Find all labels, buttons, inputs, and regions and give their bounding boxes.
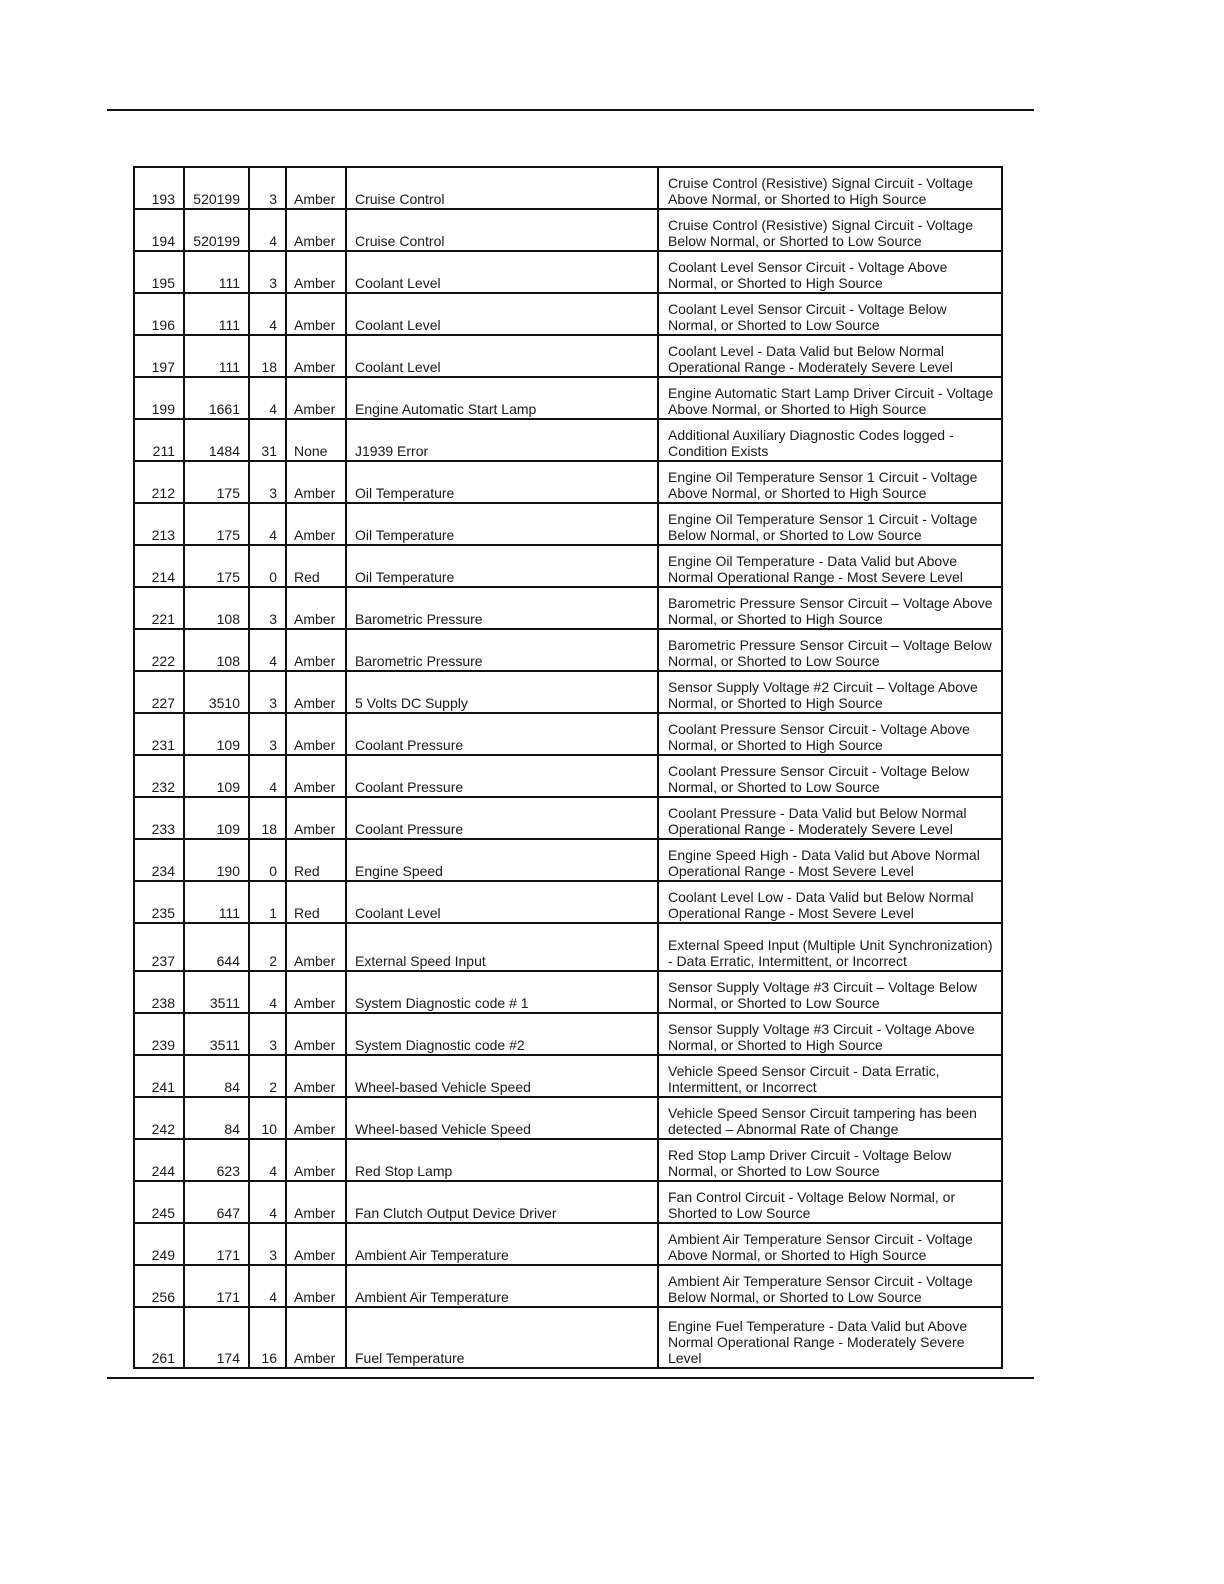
fmi-cell: 3 — [249, 713, 286, 755]
description-cell: Barometric Pressure Sensor Circuit – Voltage Above Normal, or Shorted to High Source — [658, 587, 1002, 629]
description-cell: Coolant Pressure Sensor Circuit - Voltage Above Normal, or Shorted to High Source — [658, 713, 1002, 755]
description-cell: Coolant Pressure Sensor Circuit - Voltage Below Normal, or Shorted to Low Source — [658, 755, 1002, 797]
fault-code-cell: 213 — [134, 503, 184, 545]
description-cell: Coolant Level Sensor Circuit - Voltage Above Normal, or Shorted to High Source — [658, 251, 1002, 293]
spn-cell: 1484 — [184, 419, 249, 461]
lamp-cell: Amber — [286, 1181, 346, 1223]
fmi-cell: 0 — [249, 839, 286, 881]
fmi-cell: 4 — [249, 1181, 286, 1223]
lamp-cell: Amber — [286, 503, 346, 545]
component-cell: System Diagnostic code #2 — [346, 1013, 658, 1055]
table-row — [134, 1097, 1002, 1139]
lamp-cell: Amber — [286, 461, 346, 503]
lamp-cell: Amber — [286, 1055, 346, 1097]
description-cell: Engine Oil Temperature Sensor 1 Circuit - Voltage Above Normal, or Shorted to High Source — [658, 461, 1002, 503]
fault-code-cell: 222 — [134, 629, 184, 671]
fmi-cell: 4 — [249, 503, 286, 545]
fmi-cell: 18 — [249, 335, 286, 377]
fault-code-cell: 193 — [134, 167, 184, 209]
description-cell: Sensor Supply Voltage #2 Circuit – Voltage Above Normal, or Shorted to High Source — [658, 671, 1002, 713]
fmi-cell: 18 — [249, 797, 286, 839]
fault-code-cell: 242 — [134, 1097, 184, 1139]
table-row — [134, 1139, 1002, 1181]
fmi-cell: 0 — [249, 545, 286, 587]
fmi-cell: 10 — [249, 1097, 286, 1139]
table-row — [134, 971, 1002, 1013]
lamp-cell: Amber — [286, 587, 346, 629]
description-cell: Engine Fuel Temperature - Data Valid but Above Normal Operational Range - Moderately Severe Level — [658, 1307, 1002, 1368]
fmi-cell: 3 — [249, 167, 286, 209]
fmi-cell: 1 — [249, 881, 286, 923]
spn-cell: 644 — [184, 923, 249, 971]
component-cell: Coolant Pressure — [346, 713, 658, 755]
table-row — [134, 1055, 1002, 1097]
fault-code-cell: 241 — [134, 1055, 184, 1097]
component-cell: 5 Volts DC Supply — [346, 671, 658, 713]
lamp-cell: Amber — [286, 335, 346, 377]
component-cell: Coolant Level — [346, 335, 658, 377]
component-cell: Coolant Level — [346, 293, 658, 335]
table-row — [134, 293, 1002, 335]
fmi-cell: 3 — [249, 587, 286, 629]
component-cell: Fuel Temperature — [346, 1307, 658, 1368]
fmi-cell: 16 — [249, 1307, 286, 1368]
description-cell: External Speed Input (Multiple Unit Synchronization) - Data Erratic, Intermittent, or Incorrect — [658, 923, 1002, 971]
description-cell: Engine Automatic Start Lamp Driver Circuit - Voltage Above Normal, or Shorted to High Source — [658, 377, 1002, 419]
fault-code-cell: 256 — [134, 1265, 184, 1307]
table-row — [134, 545, 1002, 587]
fault-code-cell: 238 — [134, 971, 184, 1013]
description-cell: Engine Oil Temperature - Data Valid but Above Normal Operational Range - Most Severe Level — [658, 545, 1002, 587]
fault-code-table — [133, 166, 1003, 1369]
component-cell: Wheel-based Vehicle Speed — [346, 1097, 658, 1139]
spn-cell: 111 — [184, 335, 249, 377]
spn-cell: 175 — [184, 461, 249, 503]
lamp-cell: Red — [286, 881, 346, 923]
table-row — [134, 335, 1002, 377]
lamp-cell: Amber — [286, 755, 346, 797]
component-cell: Ambient Air Temperature — [346, 1223, 658, 1265]
table-row — [134, 419, 1002, 461]
spn-cell: 3511 — [184, 1013, 249, 1055]
fmi-cell: 4 — [249, 971, 286, 1013]
spn-cell: 109 — [184, 755, 249, 797]
table-row — [134, 1013, 1002, 1055]
table-row — [134, 377, 1002, 419]
component-cell: Coolant Pressure — [346, 797, 658, 839]
table-row — [134, 923, 1002, 971]
fault-code-cell: 261 — [134, 1307, 184, 1368]
spn-cell: 111 — [184, 293, 249, 335]
description-cell: Fan Control Circuit - Voltage Below Normal, or Shorted to Low Source — [658, 1181, 1002, 1223]
lamp-cell: Amber — [286, 971, 346, 1013]
table-row — [134, 755, 1002, 797]
fault-code-cell: 214 — [134, 545, 184, 587]
component-cell: J1939 Error — [346, 419, 658, 461]
fault-code-cell: 196 — [134, 293, 184, 335]
fmi-cell: 4 — [249, 377, 286, 419]
lamp-cell: Amber — [286, 1139, 346, 1181]
component-cell: Fan Clutch Output Device Driver — [346, 1181, 658, 1223]
description-cell: Engine Oil Temperature Sensor 1 Circuit - Voltage Below Normal, or Shorted to Low Source — [658, 503, 1002, 545]
description-cell: Engine Speed High - Data Valid but Above Normal Operational Range - Most Severe Level — [658, 839, 1002, 881]
component-cell: External Speed Input — [346, 923, 658, 971]
lamp-cell: Amber — [286, 167, 346, 209]
fault-code-cell: 212 — [134, 461, 184, 503]
fault-code-cell: 197 — [134, 335, 184, 377]
description-cell: Additional Auxiliary Diagnostic Codes logged - Condition Exists — [658, 419, 1002, 461]
fmi-cell: 2 — [249, 1055, 286, 1097]
spn-cell: 623 — [184, 1139, 249, 1181]
component-cell: Cruise Control — [346, 209, 658, 251]
description-cell: Vehicle Speed Sensor Circuit tampering has been detected – Abnormal Rate of Change — [658, 1097, 1002, 1139]
spn-cell: 175 — [184, 545, 249, 587]
component-cell: System Diagnostic code # 1 — [346, 971, 658, 1013]
spn-cell: 647 — [184, 1181, 249, 1223]
lamp-cell: Amber — [286, 1307, 346, 1368]
lamp-cell: Amber — [286, 251, 346, 293]
spn-cell: 111 — [184, 251, 249, 293]
lamp-cell: Amber — [286, 713, 346, 755]
fmi-cell: 4 — [249, 209, 286, 251]
table-row — [134, 797, 1002, 839]
fault-code-cell: 221 — [134, 587, 184, 629]
table-row — [134, 1181, 1002, 1223]
fault-code-cell: 234 — [134, 839, 184, 881]
spn-cell: 3510 — [184, 671, 249, 713]
lamp-cell: Red — [286, 839, 346, 881]
description-cell: Sensor Supply Voltage #3 Circuit – Voltage Below Normal, or Shorted to Low Source — [658, 971, 1002, 1013]
spn-cell: 171 — [184, 1223, 249, 1265]
spn-cell: 109 — [184, 713, 249, 755]
fmi-cell: 4 — [249, 1139, 286, 1181]
fmi-cell: 4 — [249, 293, 286, 335]
lamp-cell: Amber — [286, 1097, 346, 1139]
spn-cell: 171 — [184, 1265, 249, 1307]
table-row — [134, 1223, 1002, 1265]
spn-cell: 3511 — [184, 971, 249, 1013]
description-cell: Red Stop Lamp Driver Circuit - Voltage Below Normal, or Shorted to Low Source — [658, 1139, 1002, 1181]
fmi-cell: 3 — [249, 1013, 286, 1055]
spn-cell: 109 — [184, 797, 249, 839]
table-row — [134, 671, 1002, 713]
component-cell: Wheel-based Vehicle Speed — [346, 1055, 658, 1097]
lamp-cell: Amber — [286, 923, 346, 971]
footer-rule — [107, 1377, 1034, 1379]
fault-code-cell: 195 — [134, 251, 184, 293]
fault-code-cell: 235 — [134, 881, 184, 923]
fmi-cell: 31 — [249, 419, 286, 461]
fmi-cell: 2 — [249, 923, 286, 971]
fmi-cell: 3 — [249, 671, 286, 713]
description-cell: Coolant Level - Data Valid but Below Normal Operational Range - Moderately Severe Level — [658, 335, 1002, 377]
component-cell: Barometric Pressure — [346, 587, 658, 629]
fmi-cell: 3 — [249, 251, 286, 293]
header-rule — [107, 109, 1034, 111]
description-cell: Barometric Pressure Sensor Circuit – Voltage Below Normal, or Shorted to Low Source — [658, 629, 1002, 671]
fault-code-cell: 249 — [134, 1223, 184, 1265]
fault-code-cell: 233 — [134, 797, 184, 839]
lamp-cell: Amber — [286, 671, 346, 713]
fault-code-cell: 237 — [134, 923, 184, 971]
component-cell: Ambient Air Temperature — [346, 1265, 658, 1307]
description-cell: Coolant Pressure - Data Valid but Below Normal Operational Range - Moderately Severe Level — [658, 797, 1002, 839]
component-cell: Barometric Pressure — [346, 629, 658, 671]
table-row — [134, 251, 1002, 293]
spn-cell: 190 — [184, 839, 249, 881]
table-row — [134, 1307, 1002, 1368]
description-cell: Cruise Control (Resistive) Signal Circuit - Voltage Below Normal, or Shorted to Low Source — [658, 209, 1002, 251]
lamp-cell: Amber — [286, 293, 346, 335]
lamp-cell: Amber — [286, 209, 346, 251]
description-cell: Ambient Air Temperature Sensor Circuit - Voltage Below Normal, or Shorted to Low Source — [658, 1265, 1002, 1307]
table-row — [134, 167, 1002, 209]
spn-cell: 108 — [184, 629, 249, 671]
fault-code-cell: 239 — [134, 1013, 184, 1055]
table-row — [134, 839, 1002, 881]
table-row — [134, 503, 1002, 545]
spn-cell: 84 — [184, 1097, 249, 1139]
spn-cell: 520199 — [184, 167, 249, 209]
spn-cell: 108 — [184, 587, 249, 629]
lamp-cell: Amber — [286, 629, 346, 671]
spn-cell: 520199 — [184, 209, 249, 251]
spn-cell: 174 — [184, 1307, 249, 1368]
lamp-cell: Red — [286, 545, 346, 587]
component-cell: Coolant Level — [346, 251, 658, 293]
fault-code-cell: 194 — [134, 209, 184, 251]
lamp-cell: Amber — [286, 1013, 346, 1055]
component-cell: Oil Temperature — [346, 461, 658, 503]
fault-code-cell: 244 — [134, 1139, 184, 1181]
fault-code-cell: 232 — [134, 755, 184, 797]
spn-cell: 111 — [184, 881, 249, 923]
spn-cell: 1661 — [184, 377, 249, 419]
lamp-cell: Amber — [286, 797, 346, 839]
component-cell: Coolant Pressure — [346, 755, 658, 797]
description-cell: Coolant Level Low - Data Valid but Below Normal Operational Range - Most Severe Level — [658, 881, 1002, 923]
component-cell: Oil Temperature — [346, 545, 658, 587]
table-row — [134, 629, 1002, 671]
component-cell: Engine Speed — [346, 839, 658, 881]
table-row — [134, 209, 1002, 251]
table-row — [134, 1265, 1002, 1307]
fault-code-cell: 231 — [134, 713, 184, 755]
fault-code-cell: 227 — [134, 671, 184, 713]
component-cell: Engine Automatic Start Lamp — [346, 377, 658, 419]
component-cell: Oil Temperature — [346, 503, 658, 545]
component-cell: Cruise Control — [346, 167, 658, 209]
lamp-cell: None — [286, 419, 346, 461]
fmi-cell: 4 — [249, 629, 286, 671]
component-cell: Red Stop Lamp — [346, 1139, 658, 1181]
fmi-cell: 3 — [249, 461, 286, 503]
spn-cell: 84 — [184, 1055, 249, 1097]
table-row — [134, 461, 1002, 503]
description-cell: Cruise Control (Resistive) Signal Circuit - Voltage Above Normal, or Shorted to High Source — [658, 167, 1002, 209]
fault-code-cell: 211 — [134, 419, 184, 461]
component-cell: Coolant Level — [346, 881, 658, 923]
description-cell: Vehicle Speed Sensor Circuit - Data Erratic, Intermittent, or Incorrect — [658, 1055, 1002, 1097]
table-row — [134, 587, 1002, 629]
description-cell: Coolant Level Sensor Circuit - Voltage Below Normal, or Shorted to Low Source — [658, 293, 1002, 335]
fault-code-cell: 199 — [134, 377, 184, 419]
description-cell: Ambient Air Temperature Sensor Circuit - Voltage Above Normal, or Shorted to High Source — [658, 1223, 1002, 1265]
table-row — [134, 881, 1002, 923]
fmi-cell: 4 — [249, 1265, 286, 1307]
spn-cell: 175 — [184, 503, 249, 545]
lamp-cell: Amber — [286, 1265, 346, 1307]
lamp-cell: Amber — [286, 377, 346, 419]
fmi-cell: 3 — [249, 1223, 286, 1265]
lamp-cell: Amber — [286, 1223, 346, 1265]
fault-code-cell: 245 — [134, 1181, 184, 1223]
fmi-cell: 4 — [249, 755, 286, 797]
table-row — [134, 713, 1002, 755]
description-cell: Sensor Supply Voltage #3 Circuit - Voltage Above Normal, or Shorted to High Source — [658, 1013, 1002, 1055]
